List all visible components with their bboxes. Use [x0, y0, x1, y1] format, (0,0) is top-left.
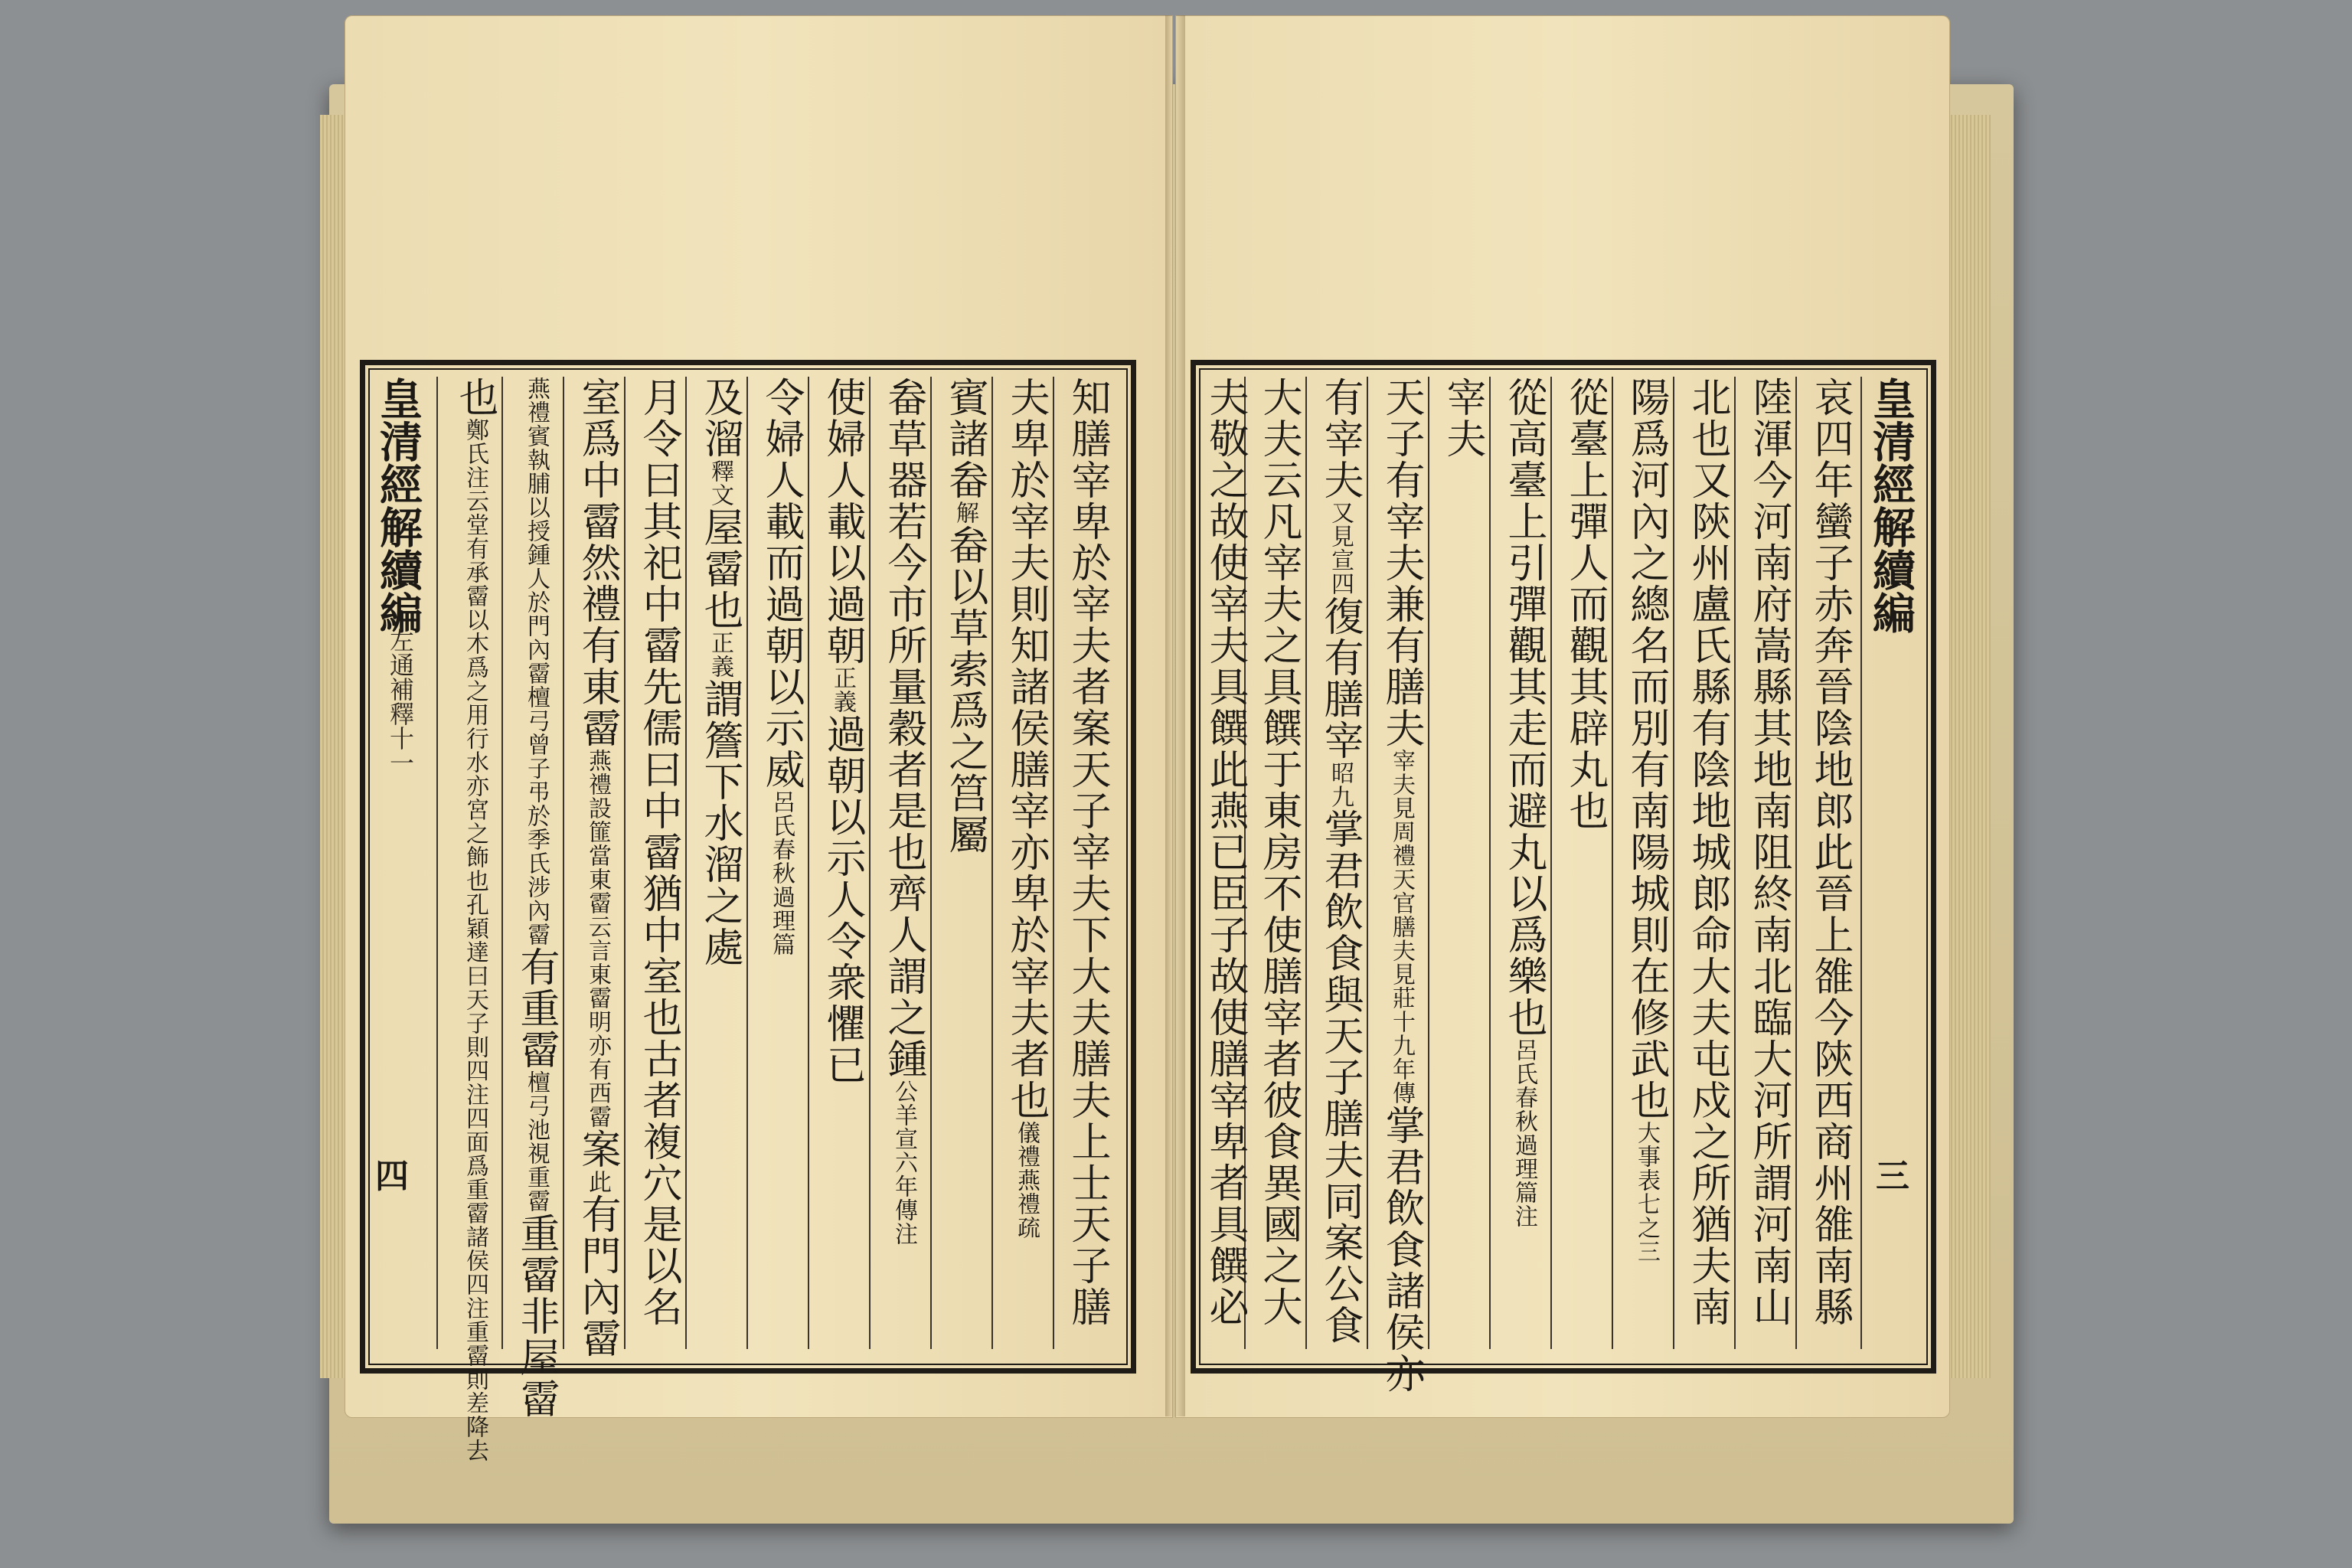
- text-column: 室爲中霤然禮有東霤燕禮設篚當東霤云言東霤明亦有西霤案此有門內霤: [574, 377, 620, 1359]
- header-title: 皇清經解續編: [373, 377, 423, 634]
- text-column: 陸渾今河南府嵩縣其地南阻終南北臨大河所謂河南山: [1746, 377, 1792, 1328]
- text-column: 夫敬之故使宰夫具饌此燕已臣子故使膳宰卑者具饌必: [1202, 377, 1248, 1328]
- text-column: 大夫云凡宰夫之具饌于東房不使膳宰者彼食異國之大: [1256, 377, 1302, 1328]
- column-rule: [1795, 377, 1797, 1349]
- right-header-column: [1868, 377, 1922, 1349]
- book-gutter: [1165, 15, 1185, 1416]
- column-rule: [991, 377, 993, 1349]
- page-number: 四: [375, 1157, 409, 1196]
- column-rule: [1489, 377, 1491, 1349]
- text-column: 有宰夫又見宣四復有膳宰昭九掌君飲食與天子膳夫同案公食: [1317, 377, 1363, 1346]
- text-column: 使婦人載以過朝正義過朝以示人令衆懼已: [819, 377, 865, 1086]
- text-column: 及溜釋文屋霤也正義謂簷下水溜之處: [697, 377, 743, 968]
- text-column: 也鄭氏注云堂有承霤以木爲之用行水亦宮之飾也孔穎達曰天子則四注四面爲重霤諸侯四注重霤則差降去: [452, 377, 498, 1462]
- column-rule: [1053, 377, 1054, 1349]
- column-rule: [1428, 377, 1429, 1349]
- left-header-column: [368, 377, 429, 1349]
- text-column: 畚草器若今市所量穀者是也齊人謂之鍾公羊宣六年傳注: [880, 377, 926, 1246]
- column-rule: [624, 377, 626, 1349]
- column-rule: [685, 377, 687, 1349]
- column-rule: [1860, 377, 1862, 1349]
- column-rule: [436, 377, 438, 1349]
- text-column: 月令曰其祀中霤先儒曰中霤猶中室也古者複穴是以名: [635, 377, 681, 1328]
- column-rule: [1612, 377, 1613, 1349]
- column-rule: [1367, 377, 1368, 1349]
- column-rule: [1673, 377, 1674, 1349]
- text-column: 從臺上彈人而觀其辟丸也: [1562, 377, 1608, 831]
- column-rule: [563, 377, 564, 1349]
- column-rule: [746, 377, 748, 1349]
- text-column: 燕禮賓執脯以授鍾人於門內霤檀弓曾子弔於季氏涉內霤有重霤檀弓池視重霤重霤非屋霤: [513, 377, 559, 1419]
- column-rule: [1305, 377, 1307, 1349]
- text-column: 天子有宰夫兼有膳夫宰夫見周禮天官膳夫見莊十九年傳掌君飲食諸侯亦: [1378, 377, 1424, 1394]
- header-title: 皇清經解續編: [1866, 377, 1916, 634]
- text-column: 宰夫: [1439, 377, 1485, 459]
- column-rule: [1550, 377, 1552, 1349]
- column-rule: [501, 377, 503, 1349]
- text-column: 陽爲河內之總名而別有南陽城則在修武也大事表七之三: [1623, 377, 1669, 1263]
- text-column: 哀四年蠻子赤奔晉陰地郎此晉上雒今陝西商州雒南縣: [1807, 377, 1853, 1328]
- text-column: 知膳宰卑於宰夫者案天子宰夫下大夫膳夫上士天子膳: [1064, 377, 1110, 1328]
- text-column: 賓諸畚解畚以草索爲之筥屬: [942, 377, 988, 855]
- column-rule: [930, 377, 932, 1349]
- text-column: 夫卑於宰夫則知諸侯膳宰亦卑於宰夫者也儀禮燕禮疏: [1003, 377, 1049, 1240]
- text-column: 從高臺上引彈觀其走而避丸以爲樂也呂氏春秋過理篇注: [1501, 377, 1547, 1228]
- text-column: 北也又陝州盧氏縣有陰地城郎命大夫屯戍之所猶夫南: [1684, 377, 1730, 1328]
- text-column: 令婦人載而過朝以示威呂氏春秋過理篇: [758, 377, 804, 956]
- column-rule: [1734, 377, 1736, 1349]
- column-rule: [808, 377, 809, 1349]
- right-page-edge: [1945, 115, 1991, 1378]
- column-rule: [869, 377, 871, 1349]
- section-label: 左通補釋十一: [386, 628, 415, 775]
- page-number: 三: [1876, 1157, 1909, 1196]
